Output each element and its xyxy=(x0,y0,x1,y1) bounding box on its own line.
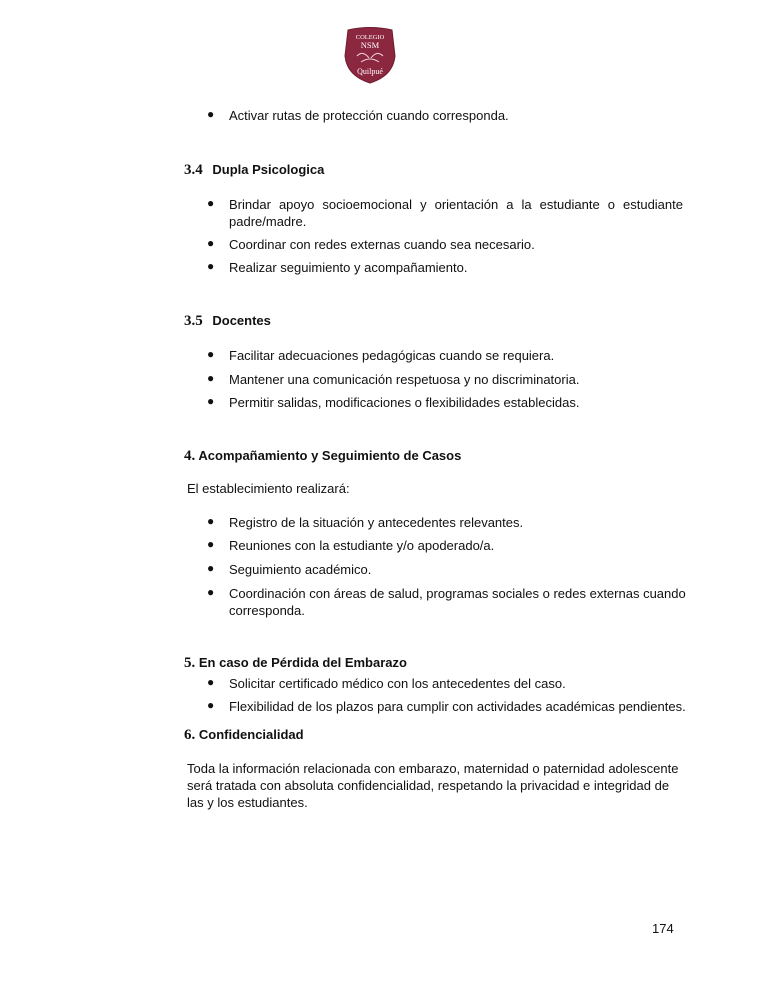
section-heading-4 xyxy=(184,448,461,465)
list-item: Realizar seguimiento y acompañamiento. xyxy=(229,260,468,275)
list-item: Coordinar con redes externas cuando sea necesario. xyxy=(229,237,535,252)
section-title: En caso de Pérdida del Embarazo xyxy=(198,655,407,670)
bullet-icon: ● xyxy=(207,675,215,689)
bullet-icon: ● xyxy=(207,196,215,210)
bullet-icon: ● xyxy=(207,585,215,599)
logo-line3: Quilpué xyxy=(357,67,383,76)
section-title: Docentes xyxy=(212,313,271,328)
section-paragraph: Toda la información relacionada con embarazo, maternidad o paternidad adolescente será tratada con absoluta confidencialidad, respetando la privacidad e integridad de las y los estudiantes. xyxy=(187,761,679,810)
list-item: Reuniones con la estudiante y/o apoderado/a. xyxy=(229,538,495,553)
bullet-icon: ● xyxy=(207,259,215,273)
page-number: 174 xyxy=(652,921,674,936)
list-item: Mantener una comunicación respetuosa y no discriminatoria. xyxy=(229,372,580,387)
list-item: Permitir salidas, modificaciones o flexibilidades establecidas. xyxy=(229,395,580,410)
list-item: Brindar apoyo socioemocional y orientación a la estudiante o estudiante padre/madre. xyxy=(229,197,683,229)
list-item: Coordinación con áreas de salud, programas sociales o redes externas cuando corresponda. xyxy=(229,586,686,618)
bullet-icon: ● xyxy=(207,394,215,408)
bullet-icon: ● xyxy=(207,561,215,575)
section-intro: El establecimiento realizará: xyxy=(187,481,350,496)
school-crest-logo xyxy=(343,26,397,84)
bullet-icon: ● xyxy=(207,107,215,121)
bullet-icon: ● xyxy=(207,698,215,712)
section-number: 3.4 xyxy=(184,162,203,178)
section-number: 3.5 xyxy=(184,313,203,329)
section-number: 6. xyxy=(184,727,196,743)
list-item: Activar rutas de protección cuando corresponda. xyxy=(229,108,509,123)
bullet-icon: ● xyxy=(207,514,215,528)
bullet-icon: ● xyxy=(207,236,215,250)
section-number: 5. xyxy=(184,655,196,671)
list-item: Registro de la situación y antecedentes relevantes. xyxy=(229,515,524,530)
bullet-icon: ● xyxy=(207,347,215,361)
logo-line1: COLEGIO xyxy=(355,34,385,41)
list-item: Seguimiento académico. xyxy=(229,562,372,577)
section-title: Confidencialidad xyxy=(198,727,304,742)
bullet-icon: ● xyxy=(207,371,215,385)
bullet-icon: ● xyxy=(207,537,215,551)
logo-line2: NSM xyxy=(360,40,380,50)
section-heading-3-5 xyxy=(184,313,271,330)
list-item: Facilitar adecuaciones pedagógicas cuando se requiera. xyxy=(229,348,555,363)
section-title: Acompañamiento y Seguimiento de Casos xyxy=(198,448,462,463)
list-item: Solicitar certificado médico con los antecedentes del caso. xyxy=(229,676,566,691)
section-number: 4. xyxy=(184,448,196,464)
section-title: Dupla Psicologica xyxy=(212,162,325,177)
section-heading-3-4 xyxy=(184,162,324,179)
list-item: Flexibilidad de los plazos para cumplir con actividades académicas pendientes. xyxy=(229,699,686,714)
section-heading-6 xyxy=(184,727,304,744)
section-heading-5 xyxy=(184,655,407,672)
